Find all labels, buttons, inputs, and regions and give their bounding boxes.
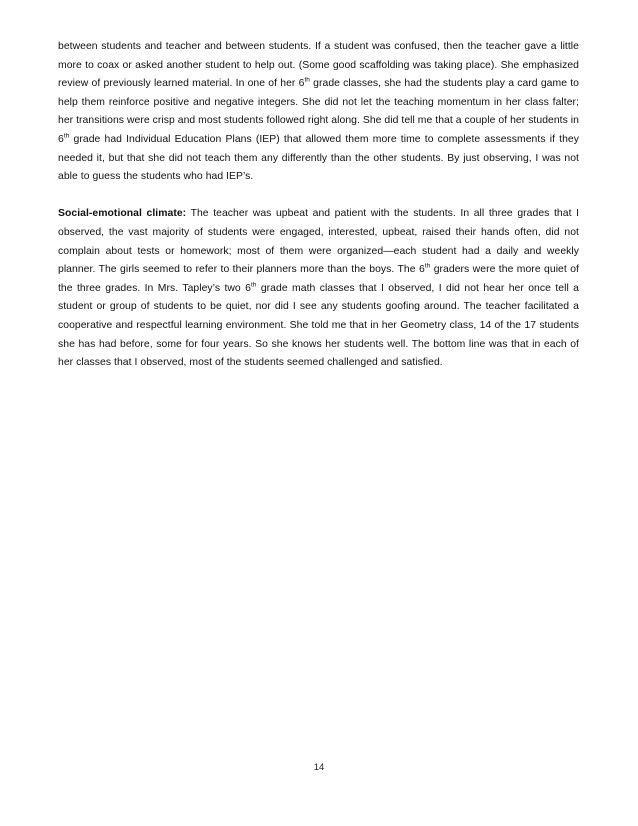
page-number: 14 bbox=[313, 762, 325, 773]
paragraph-text: graders were the more quiet of the three grades. In Mrs. Tapley’s two 6 bbox=[58, 264, 579, 294]
paragraph-text: grade classes, she had the students play a card game to help them reinforce positive and negative integers. She did not let the teaching momentum in her class falter; her transitions were crisp and most students followed right along. She did tell me that a couple of her students in 6 bbox=[58, 78, 579, 145]
ordinal-superscript: th bbox=[304, 76, 310, 84]
paragraph-text: The teacher was upbeat and patient with the students. In all three grades that I observed, the vast majority of students were engaged, interested, upbeat, raised their hands often, did not complain about tests or homework; most of them were organized—each student had a daily and weekly planner. The girls seemed to refer to their planners more than the boys. The 6 bbox=[58, 208, 580, 276]
ordinal-superscript: th bbox=[424, 262, 431, 270]
ordinal-superscript: th bbox=[250, 281, 257, 289]
paragraph-social-emotional-climate bbox=[58, 205, 579, 372]
section-heading: Social-emotional climate: bbox=[58, 208, 187, 220]
ordinal-superscript: th bbox=[63, 132, 70, 140]
document-page bbox=[58, 38, 579, 373]
paragraph-text: between students and teacher and between students. If a student was confused, then the teacher gave a little more to coax or asked another student to help out. (Some good scaffolding was taking place). She emphasized review of previously learned material. In one of her 6 bbox=[58, 41, 579, 90]
paragraph-text: grade had Individual Education Plans (IEP) that allowed them more time to complete assessments if they needed it, but that she did not teach them any differently than the other students. By just observing, I was not able to guess the students who had IEP’s. bbox=[58, 133, 579, 183]
paragraph-classroom-observation bbox=[58, 38, 579, 187]
paragraph-text: grade math classes that I observed, I did not hear her once tell a student or group of students to be quiet, nor did I see any students goofing around. The teacher facilitated a cooperative and respectful learning environment. She told me that in her Geometry class, 14 of the 17 students she has had before, some for four years. So she knows her students well. The bottom line was that in each of her classes that I observed, most of the students seemed challenged and satisfied. bbox=[58, 282, 579, 369]
